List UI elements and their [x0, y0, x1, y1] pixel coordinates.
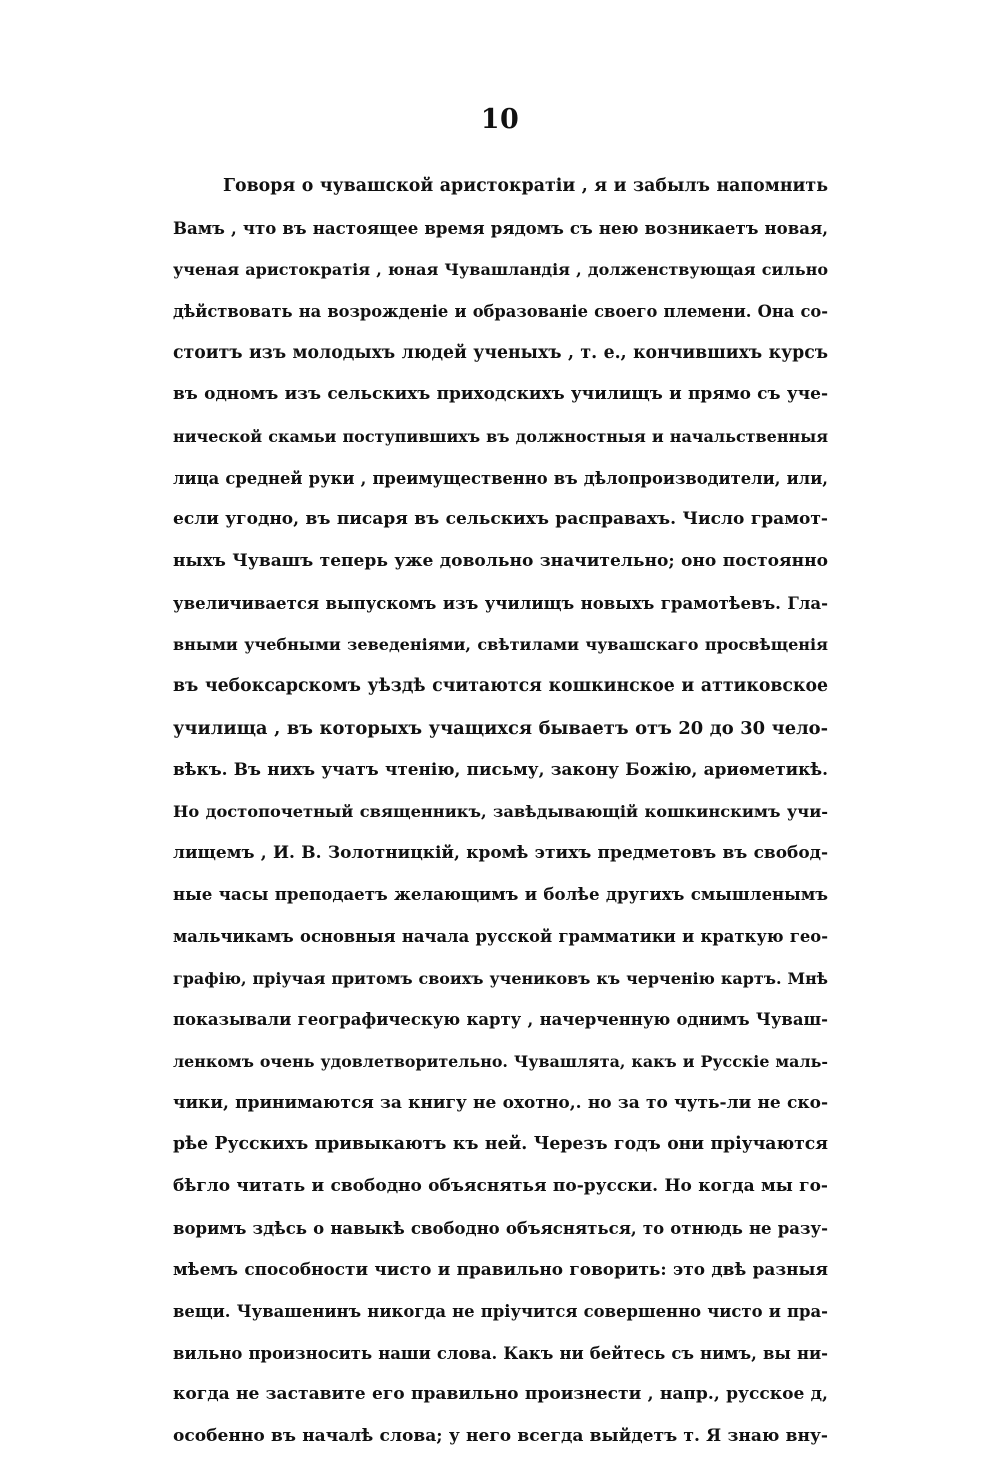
text-line: воримъ здѣсь о навыкѣ свободно объясняться, то отнюдь не разу-: [173, 1217, 828, 1238]
text-line: Но достопочетный священникъ, завѣдывающій кошкинскимъ учи-: [173, 802, 828, 822]
text-line: стоитъ изъ молодыхъ людей ученыхъ , т. е., кончившихъ курсъ: [173, 342, 828, 363]
text-line: нической скамьи поступившихъ въ должностныя и начальственныя: [173, 427, 828, 447]
text-line: особенно въ началѣ слова; у него всегда выйдетъ т. Я знаю вну-: [173, 1426, 828, 1447]
text-line: въ чебоксарскомъ уѣздѣ считаются кошкинское и аттиковское: [173, 676, 828, 697]
text-line: мальчикамъ основныя начала русской грамматики и краткую гео-: [173, 927, 828, 947]
text-line: показывали географическую карту , начерченную однимъ Чуваш-: [173, 1010, 828, 1030]
text-line: ленкомъ очень удовлетворительно. Чувашлята, какъ и Русскіе маль-: [173, 1052, 828, 1072]
page-number: 10: [480, 104, 520, 135]
text-line: лица средней руки , преимущественно въ дѣлопроизводители, или,: [173, 468, 828, 488]
text-line: вѣкъ. Въ нихъ учатъ чтенію, письму, закону Божію, ариѳметикѣ.: [173, 759, 828, 780]
text-line: вещи. Чувашенинъ никогда не пріучится совершенно чисто и пра-: [173, 1302, 828, 1322]
text-line: вильно произносить наши слова. Какъ ни бейтесь съ нимъ, вы ни-: [173, 1343, 828, 1363]
text-line: ныхъ Чувашъ теперь уже довольно значительно; оно постоянно: [173, 551, 828, 572]
text-line: дѣйствовать на возрожденіе и образованіе своего племени. Она со-: [173, 302, 828, 322]
text-line: училища , въ которыхъ учащихся бываетъ отъ 20 до 30 чело-: [173, 717, 828, 739]
text-line: если угодно, въ писаря въ сельскихъ расправахъ. Число грамот-: [173, 509, 828, 530]
text-line: когда не заставите его правильно произнести , напр., русское д,: [173, 1384, 828, 1405]
text-line: мѣемъ способности чисто и правильно говорить: это двѣ разныя: [173, 1259, 828, 1280]
text-line: увеличивается выпускомъ изъ училищъ новыхъ грамотѣевъ. Гла-: [173, 592, 828, 613]
text-line: ученая аристократія , юная Чувашландія , долженствующая сильно: [173, 260, 828, 280]
body-text: [173, 166, 828, 1458]
text-line: Говоря о чувашской аристократіи , я и забылъ напомнить: [223, 176, 828, 196]
text-line: чики, принимаются за книгу не охотно,. но за то чуть-ли не ско-: [173, 1092, 828, 1113]
text-line: лищемъ , И. В. Золотницкій, кромѣ этихъ предметовъ въ свобод-: [173, 842, 828, 863]
text-line: графію, пріучая притомъ своихъ учениковъ къ черченію картъ. Мнѣ: [173, 968, 828, 988]
text-line: Вамъ , что въ настоящее время рядомъ съ нею возникаетъ новая,: [173, 217, 828, 238]
text-line: ные часы преподаетъ желающимъ и болѣе другихъ смышленымъ: [173, 884, 828, 905]
text-line: вными учебными зеведеніями, свѣтилами чувашскаго просвѣщенія: [173, 635, 828, 655]
text-line: въ одномъ изъ сельскихъ приходскихъ училищъ и прямо съ уче-: [173, 384, 828, 405]
text-line: рѣе Русскихъ привыкаютъ къ ней. Черезъ годъ они пріучаются: [173, 1134, 828, 1155]
text-line: бѣгло читать и свободно объяснятья по-русски. Но когда мы го-: [173, 1176, 828, 1197]
